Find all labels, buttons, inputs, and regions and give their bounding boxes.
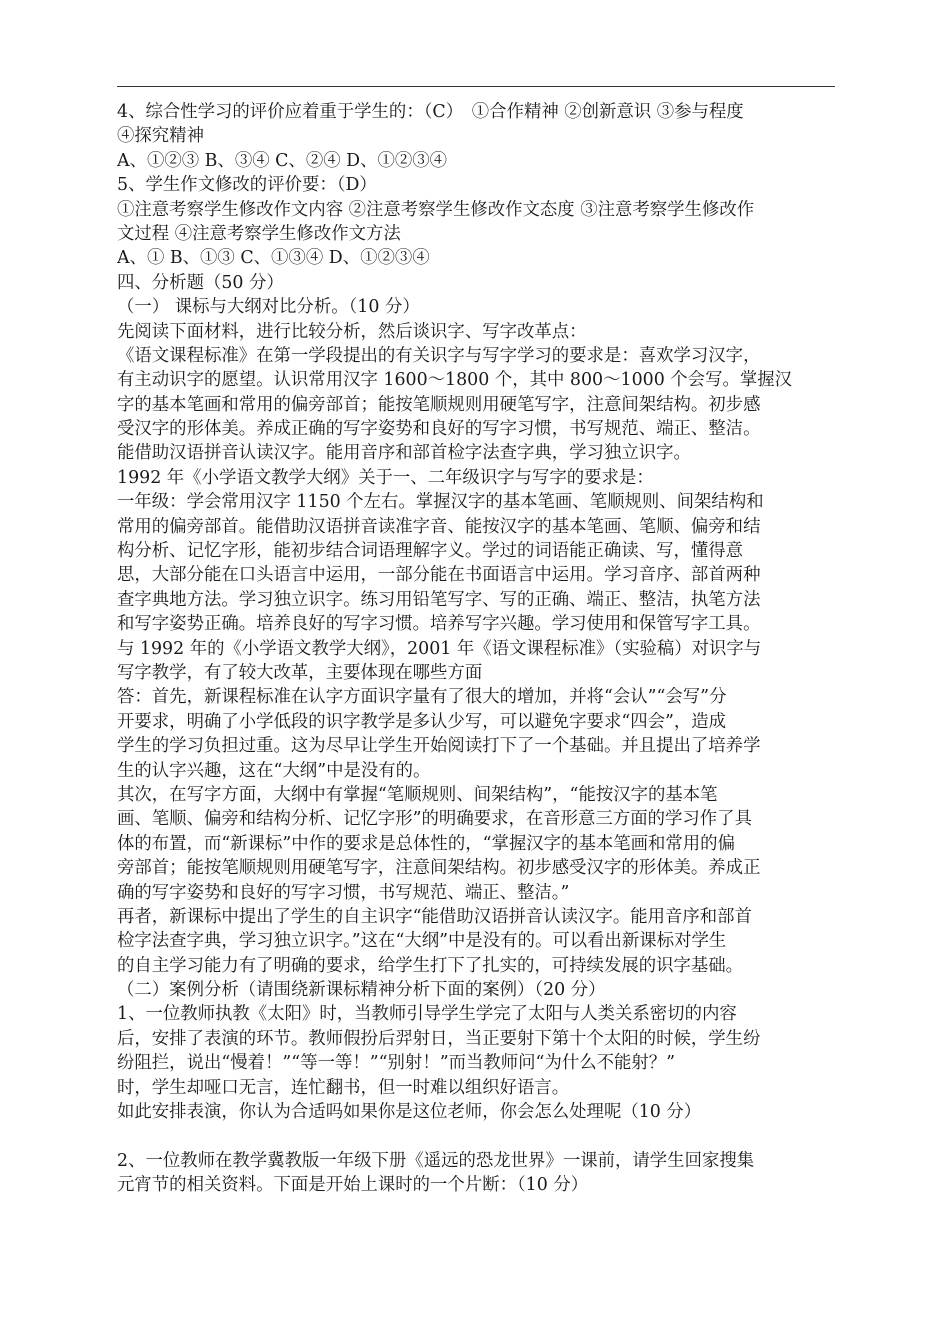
text-line: （二）案例分析（请围绕新课标精神分析下面的案例）（20 分） xyxy=(117,980,606,1001)
text-line: A、①②③ B、③④ C、②④ D、①②③④ xyxy=(117,150,448,171)
text-line: （一） 课标与大纲对比分析。（10 分） xyxy=(117,297,420,318)
text-line: 检字法查字典，学习独立识字。”这在“大纲”中是没有的。可以看出新课标对学生 xyxy=(117,931,727,952)
text-line: 先阅读下面材料，进行比较分析，然后谈识字、写字改革点： xyxy=(117,321,587,342)
text-line: 四、分析题（50 分） xyxy=(117,272,284,293)
text-line: 1、一位教师执教《太阳》时，当教师引导学生学完了太阳与人类关系密切的内容 xyxy=(117,1004,737,1025)
text-line: 2、一位教师在教学冀教版一年级下册《遥远的恐龙世界》一课前，请学生回家搜集 xyxy=(117,1150,755,1171)
text-line: 写字教学，有了较大改革，主要体现在哪些方面 xyxy=(117,662,483,683)
text-line: A、① B、①③ C、①③④ D、①②③④ xyxy=(117,248,430,269)
text-line: 如此安排表演，你认为合适吗如果你是这位老师，你会怎么处理呢（10 分） xyxy=(117,1102,702,1123)
text-line: 答：首先，新课程标准在认字方面识字量有了很大的增加，并将“会认”“会写”分 xyxy=(117,687,727,708)
text-line: ④探究精神 xyxy=(117,126,204,147)
document-body xyxy=(117,100,839,1198)
text-line: 查字典地方法。学习独立识字。练习用铅笔写字、写的正确、端正、整洁，执笔方法 xyxy=(117,589,761,610)
text-line: 1992 年《小学语文教学大纲》关于一、二年级识字与写字的要求是： xyxy=(117,467,654,488)
blank-line xyxy=(117,1124,839,1148)
text-line: 文过程 ④注意考察学生修改作文方法 xyxy=(117,223,401,244)
text-line: 《语文课程标准》在第一学段提出的有关识字与写字学习的要求是：喜欢学习汉字， xyxy=(117,345,761,366)
text-line: 受汉字的形体美。养成正确的写字姿势和良好的写字习惯，书写规范、端正、整洁。 xyxy=(117,419,761,440)
text-line: 元宵节的相关资料。下面是开始上课时的一个片断：（10 分） xyxy=(117,1175,589,1196)
text-line: 构分析、记忆字形，能初步结合词语理解字义。学过的词语能正确读、写，懂得意 xyxy=(117,541,744,562)
text-line: 后，安排了表演的环节。教师假扮后羿射日，当正要射下第十个太阳的时候，学生纷 xyxy=(117,1028,761,1049)
text-line: 与 1992 年的《小学语文教学大纲》，2001 年《语文课程标准》（实验稿）对识字与 xyxy=(117,638,762,659)
text-line: 确的写字姿势和良好的写字习惯，书写规范、端正、整洁。” xyxy=(117,882,570,903)
text-line: 纷阻拦，说出“慢着！”“等一等！”“别射！”而当教师问“为什么不能射？” xyxy=(117,1053,676,1074)
text-line: 5、学生作文修改的评价要：（D） xyxy=(117,175,377,196)
text-line: 体的布置，而“新课标”中作的要求是总体性的，“掌握汉字的基本笔画和常用的偏 xyxy=(117,833,735,854)
header-rule xyxy=(117,86,835,87)
text-line: 一年级：学会常用汉字 1150 个左右。掌握汉字的基本笔画、笔顺规则、间架结构和 xyxy=(117,492,764,513)
text-line: ①注意考察学生修改作文内容 ②注意考察学生修改作文态度 ③注意考察学生修改作 xyxy=(117,199,755,220)
text-line: 思，大部分能在口头语言中运用，一部分能在书面语言中运用。学习音序、部首两种 xyxy=(117,565,761,586)
text-line: 时，学生却哑口无言，连忙翻书，但一时难以组织好语言。 xyxy=(117,1077,570,1098)
text-line: 画、笔顺、偏旁和结构分析、记忆字形”的明确要求，在音形意三方面的学习作了具 xyxy=(117,809,752,830)
text-line: 4、综合性学习的评价应着重于学生的：（C） ①合作精神 ②创新意识 ③参与程度 xyxy=(117,102,744,122)
text-line: 其次，在写字方面，大纲中有掌握“笔顺规则、间架结构”，“能按汉字的基本笔 xyxy=(117,784,718,805)
text-line: 和写字姿势正确。培养良好的写字习惯。培养写字兴趣。学习使用和保管写字工具。 xyxy=(117,614,761,635)
text-line: 生的认字兴趣，这在“大纲”中是没有的。 xyxy=(117,760,431,781)
text-line: 开要求，明确了小学低段的识字教学是多认少写，可以避免字要求“四会”，造成 xyxy=(117,711,727,732)
text-line: 再者，新课标中提出了学生的自主识字“能借助汉语拼音认读汉字。能用音序和部首 xyxy=(117,906,752,927)
text-line: 常用的偏旁部首。能借助汉语拼音读准字音、能按汉字的基本笔画、笔顺、偏旁和结 xyxy=(117,516,761,537)
text-line: 有主动识字的愿望。认识常用汉字 1600～1800 个，其中 800～1000 个会写。掌握汉 xyxy=(117,370,793,391)
text-line: 能借助汉语拼音认读汉字。能用音序和部首检字法查字典，学习独立识字。 xyxy=(117,443,691,464)
text-line: 旁部首；能按笔顺规则用硬笔写字，注意间架结构。初步感受汉字的形体美。养成正 xyxy=(117,858,761,879)
text-line: 字的基本笔画和常用的偏旁部首；能按笔顺规则用硬笔写字，注意间架结构。初步感 xyxy=(117,394,761,415)
text-line: 学生的学习负担过重。这为尽早让学生开始阅读打下了一个基础。并且提出了培养学 xyxy=(117,736,761,757)
text-line: 的自主学习能力有了明确的要求，给学生打下了扎实的，可持续发展的识字基础。 xyxy=(117,955,744,976)
